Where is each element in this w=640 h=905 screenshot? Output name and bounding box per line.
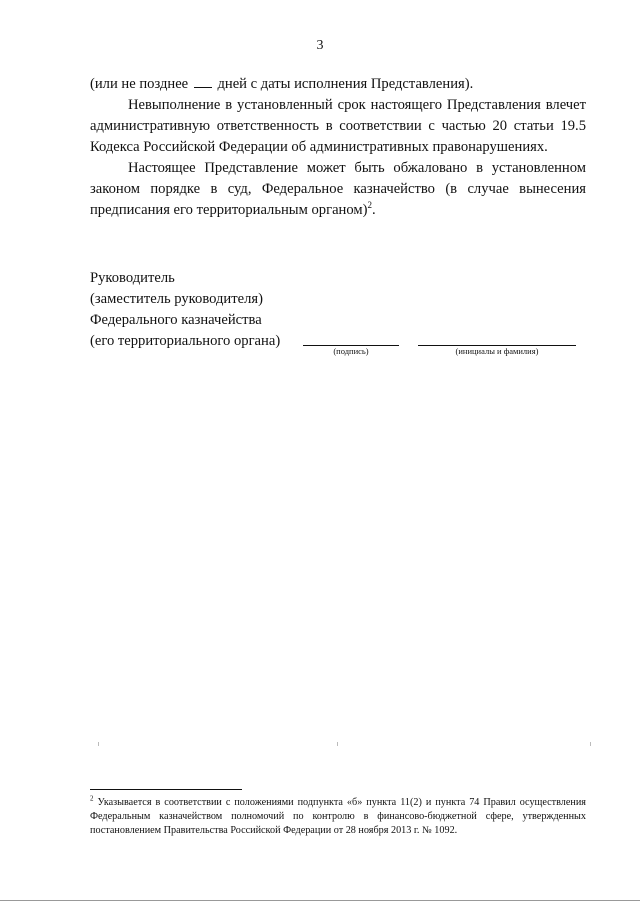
footnote-ref: 2 [367,200,372,211]
paragraph-liability: Невыполнение в установленный срок настоящего Представления влечет административную ответственность в соответствии с частью 20 статьи 19.5 Кодекса Российской Федерации об административных правонарушениях. [90,97,586,155]
appeal-text-end: . [371,202,376,218]
deadline-days-blank [194,75,212,88]
appeal-text: Настоящее Представление может быть обжаловано в установленном законом порядке в суд, Федеральное казначейство (в случае вынесения предписания его территориальным органом) [90,160,586,218]
footnote-number: 2 [90,794,94,803]
signature-block [90,268,590,352]
scan-speck [590,742,591,746]
paragraph-deadline [90,74,586,95]
signature-caption: (подпись) [333,346,369,356]
signatory-title-2: (заместитель руководителя) [90,291,263,307]
signatory-title-4: (его территориального органа) [90,333,281,349]
paragraph-appeal [90,158,586,221]
page-number: 3 [316,38,324,53]
page-bottom-edge [0,900,640,901]
deadline-text-end: дней с даты исполнения Представления). [217,76,474,92]
signatory-title-3: Федерального казначейства [90,312,262,328]
footnote-text: Указывается в соответствии с положениями подпункта «б» пункта 11(2) и пункта 74 Правил осуществления Федеральным казначейством полномочий по контролю в финансово-бюджетной сфере, утвержденных постановлением Правительства Российской Федерации от 28 ноября 2013 г. № 1092. [90,797,586,836]
deadline-text-start: (или не позднее [90,76,189,92]
footnote-rule [90,789,242,790]
signatory-title-1: Руководитель [90,270,175,286]
scan-speck [98,742,99,746]
name-caption: (инициалы и фамилия) [455,346,539,356]
scan-speck [337,742,338,746]
footnote [90,796,586,838]
body-text [90,74,586,221]
